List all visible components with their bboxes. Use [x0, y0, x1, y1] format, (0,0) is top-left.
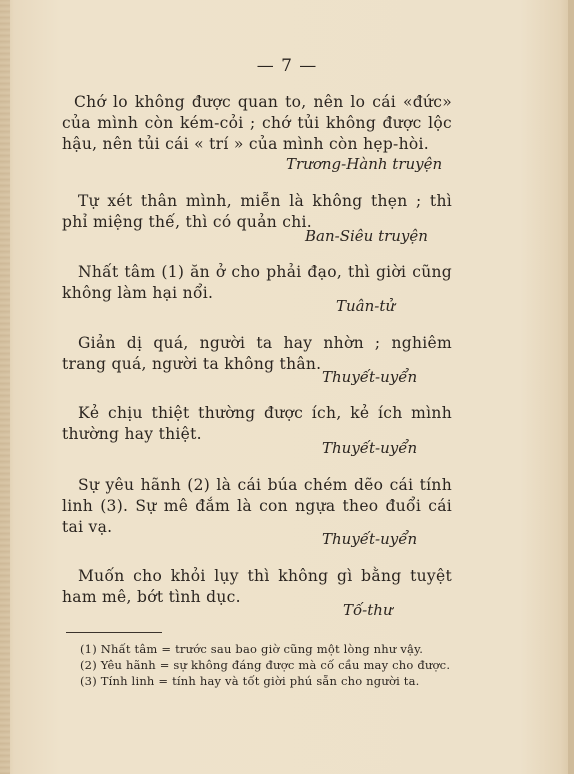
footnote-rule	[66, 632, 162, 633]
page-right-edge	[568, 0, 574, 774]
quote-2-text: Tự xét thân mình, miễn là không thẹn ; thì phỉ miệng thế, thì có quản chi.	[62, 192, 452, 231]
quote-1-source: Trương-Hành truyện	[286, 155, 443, 173]
quote-4-source: Thuyết-uyển	[322, 368, 418, 386]
footnote-3: (3) Tính linh = tính hay và tốt giời phú sẵn cho người ta.	[80, 674, 420, 688]
quote-6-text: Sự yêu hãnh (2) là cái búa chém dẽo cái tính linh (3). Sự mê đắm là con ngựa theo đuổi cái tai vạ.	[62, 476, 452, 536]
quote-3-text: Nhất tâm (1) ăn ở cho phải đạo, thì giời cũng không làm hại nổi.	[62, 263, 452, 302]
quote-3-source: Tuân-tử	[336, 297, 396, 315]
quote-4-text: Giản dị quá, người ta hay nhờn ; nghiêm trang quá, người ta không thân.	[62, 334, 452, 373]
quote-5-text: Kẻ chịu thiệt thường được ích, kẻ ích mình thường hay thiệt.	[62, 404, 452, 443]
quote-7-text: Muốn cho khỏi lụy thì không gì bằng tuyệt ham mê, bớt tình dục.	[62, 567, 452, 606]
quote-6-source: Thuyết-uyển	[322, 530, 418, 548]
quote-1-text: Chớ lo không được quan to, nên lo cái «đức» của mình còn kém-cỏi ; chớ tủi không được lộc hậu, nên tủi cái « trí » của mình còn hẹp-hòi.	[62, 93, 452, 153]
quote-5-source: Thuyết-uyển	[322, 439, 418, 457]
quote-7-source: Tố-thư	[343, 601, 393, 619]
footnote-2: (2) Yêu hãnh = sự không đáng được mà cố cầu may cho được.	[80, 658, 451, 672]
quote-2-source: Ban-Siêu truyện	[305, 227, 428, 245]
footnote-1: (1) Nhất tâm = trước sau bao giờ cũng một lòng như vậy.	[80, 642, 424, 656]
page-number: — 7 —	[256, 56, 318, 76]
page-binding-edge	[0, 0, 10, 774]
